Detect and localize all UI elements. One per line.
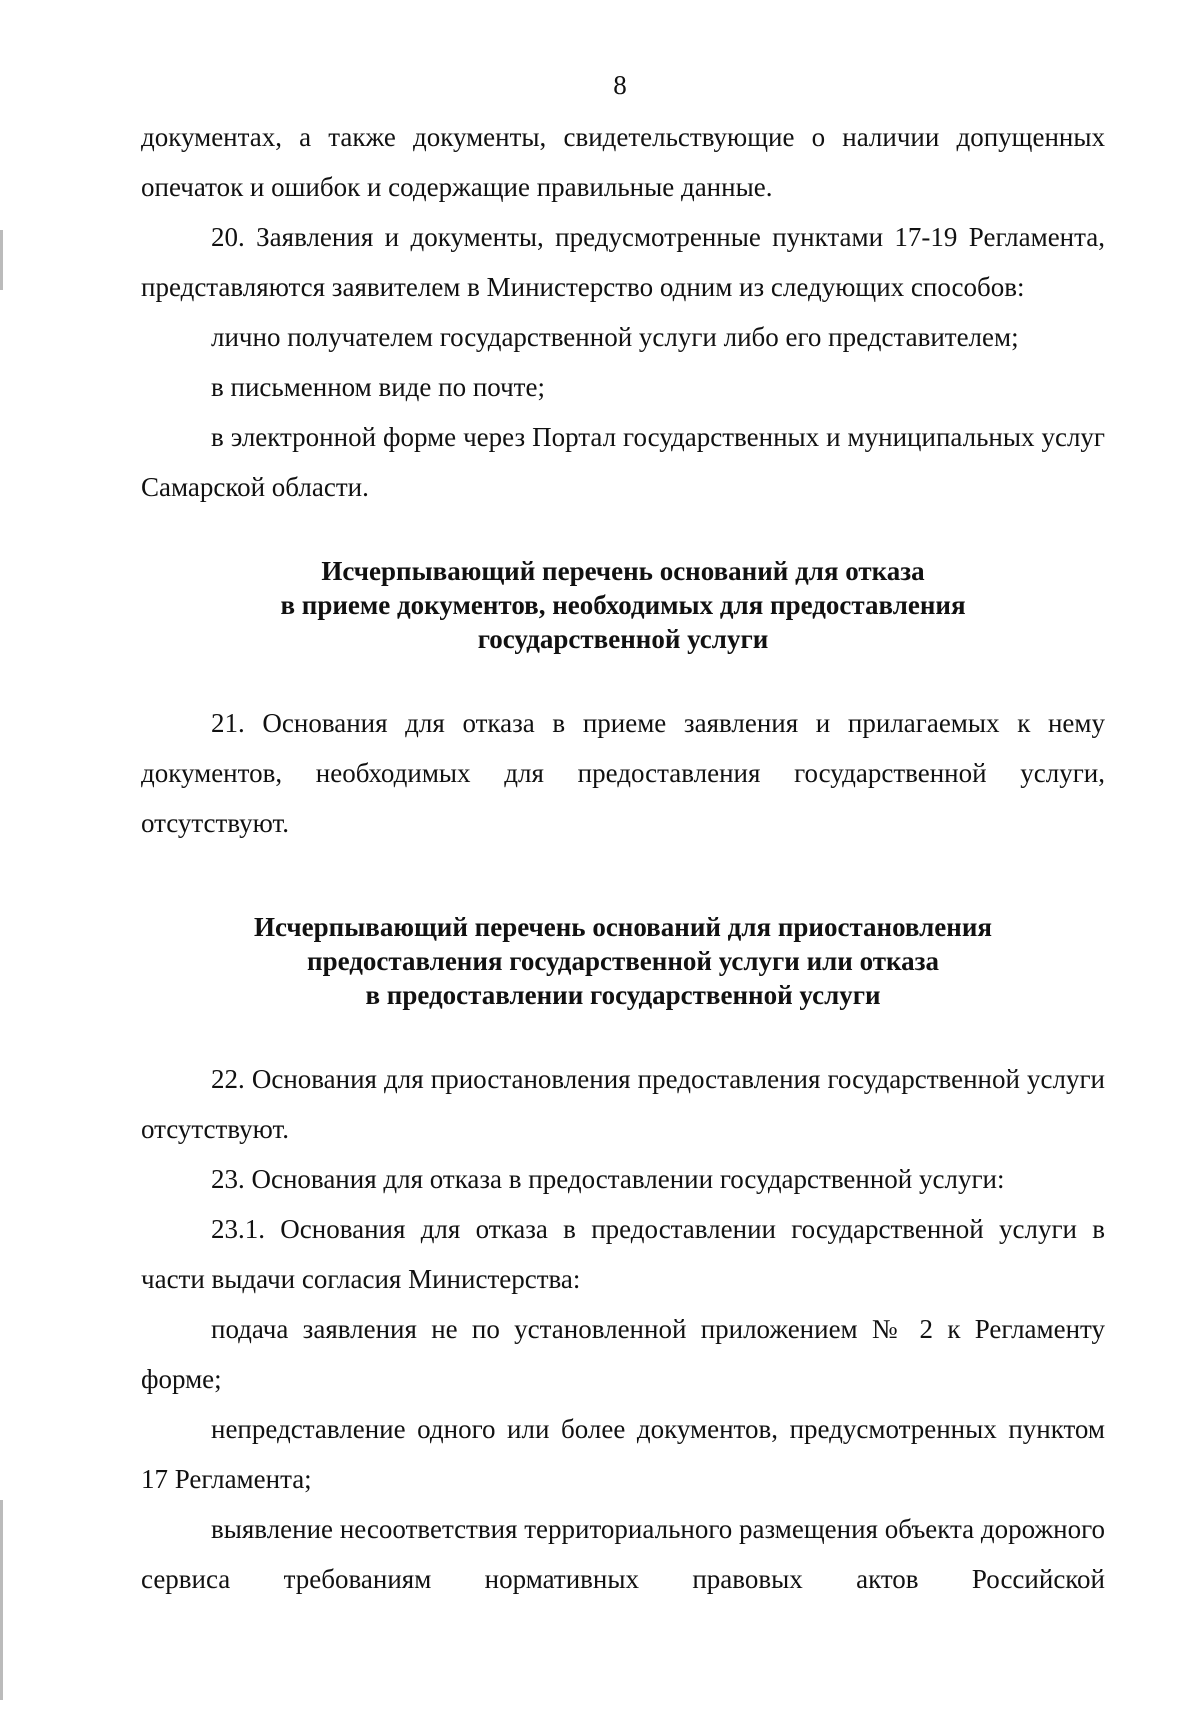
paragraph: подача заявления не по установленной приложением № 2 к Регламенту форме;: [141, 1314, 1105, 1394]
paragraph: лично получателем государственной услуги либо его представителем;: [211, 322, 1019, 352]
heading-line: предоставления государственной услуги или отказа: [307, 946, 939, 976]
heading-line: в предоставлении государственной услуги: [365, 980, 881, 1010]
heading-line: Исчерпывающий перечень оснований для отказа: [321, 556, 925, 586]
paragraph: непредставление одного или более документов, предусмотренных пунктом 17 Регламента;: [141, 1414, 1105, 1494]
scan-edge-mark: [0, 230, 3, 290]
document-body: [141, 112, 1105, 1604]
paragraph: в письменном виде по почте;: [211, 372, 545, 402]
page-number: 8: [613, 70, 627, 100]
heading-line: в приеме документов, необходимых для предоставления: [280, 590, 966, 620]
section-heading: [141, 910, 1105, 1012]
heading-line: Исчерпывающий перечень оснований для приостановления: [253, 912, 993, 942]
paragraph: 21. Основания для отказа в приеме заявления и прилагаемых к нему документов, необходимых для предоставления государственной услуги, отсутствуют.: [141, 708, 1105, 838]
paragraph: 23. Основания для отказа в предоставлении государственной услуги:: [211, 1164, 1005, 1194]
paragraph: 20. Заявления и документы, предусмотренные пунктами 17-19 Регламента, представляются заявителем в Министерство одним из следующих способов:: [141, 222, 1105, 302]
paragraph: документах, а также документы, свидетельствующие о наличии допущенных опечаток и ошибок и содержащие правильные данные.: [141, 122, 1105, 202]
heading-line: государственной услуги: [477, 624, 769, 654]
paragraph: в электронной форме через Портал государственных и муниципальных услуг Самарской области.: [141, 422, 1105, 502]
paragraph: 23.1. Основания для отказа в предоставлении государственной услуги в части выдачи согласия Министерства:: [141, 1214, 1105, 1294]
paragraph: 22. Основания для приостановления предоставления государственной услуги отсутствуют.: [141, 1064, 1105, 1144]
scan-edge-mark: [0, 1500, 3, 1700]
paragraph: выявление несоответствия территориального размещения объекта дорожного сервиса требованиям нормативных правовых актов Российской: [141, 1514, 1105, 1594]
section-heading: [141, 554, 1105, 656]
